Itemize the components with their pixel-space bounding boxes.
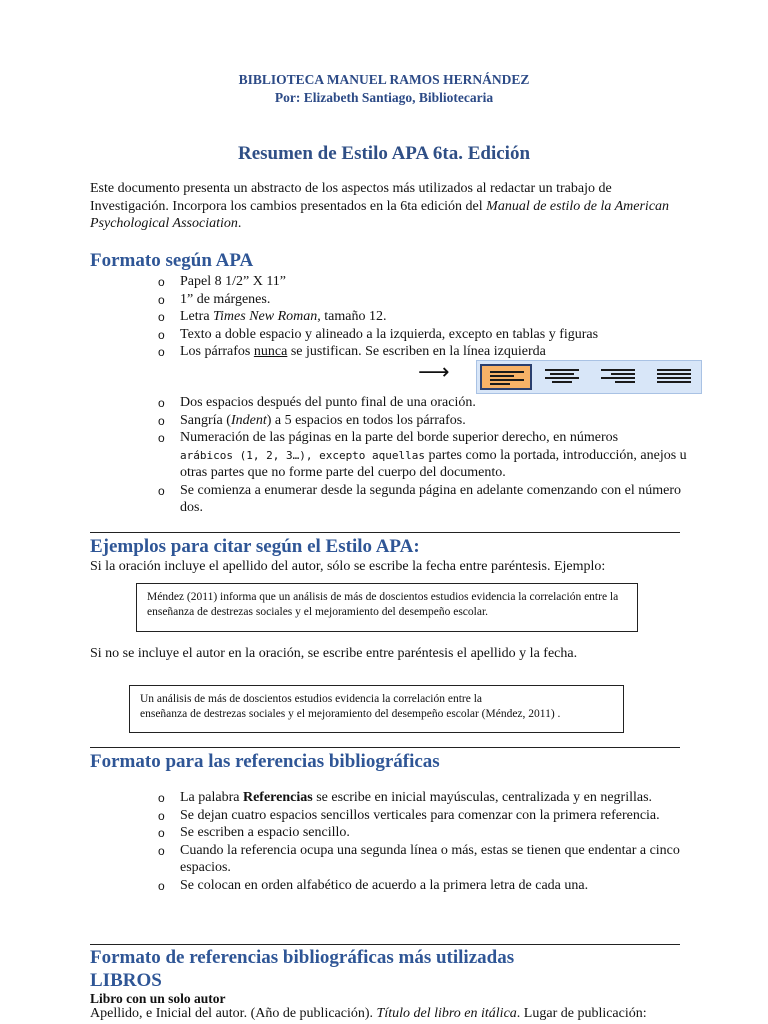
justify-icon [657, 369, 691, 385]
bullet-icon: o [158, 826, 165, 840]
list-item: o Letra Times New Roman, tamaño 12. [158, 308, 698, 326]
bullet-icon: o [158, 396, 165, 410]
list-item: o Los párrafos nunca se justifican. Se escriben en la línea izquierda [158, 343, 698, 361]
bullet-icon: o [158, 413, 165, 428]
heading-formato: Formato según APA [90, 250, 254, 271]
list-item: o La palabra Referencias se escribe en inicial mayúsculas, centralizada y en negrillas. [158, 789, 698, 807]
manual-title: Manual de estilo de la American Psychological Association [90, 198, 670, 231]
align-left-button[interactable] [480, 364, 532, 390]
list-item: o Se dejan cuatro espacios sencillos verticales para comenzar con la primera referencia. [158, 807, 698, 825]
ejemplos-text: Si la oración incluye el apellido del autor, sólo se escribe la fecha entre paréntesis. Ejemplo: [90, 559, 606, 574]
list-item: o Cuando la referencia ocupa una segunda línea o más, estas se tienen que endentar a cinco espacios. [158, 842, 680, 875]
bullet-icon: o [158, 843, 165, 858]
library-name: BIBLIOTECA MANUEL RAMOS HERNÁNDEZ [238, 72, 530, 87]
divider [90, 944, 680, 945]
list-item: o Numeración de las páginas en la parte del borde superior derecho, en números arábicos (1, 2, 3…), excepto aquellas partes como la portada, introducción, anejos u otras partes que no forme parte del cuerpo del documento. [158, 430, 687, 480]
list-item: o Dos espacios después del punto final de una oración. [158, 394, 698, 412]
formato-list-continued [158, 394, 698, 517]
list-item: o Se colocan en orden alfabético de acuerdo a la primera letra de cada una. [158, 877, 698, 895]
bullet-icon: o [158, 310, 165, 324]
heading-ejemplos: Ejemplos para citar según el Estilo APA: [90, 536, 420, 557]
bullet-icon: o [158, 327, 165, 342]
divider [90, 747, 680, 748]
align-right-icon [601, 369, 635, 385]
citation-example-box: Méndez (2011) informa que un análisis de más de doscientos estudios evidencia la correlación entre la enseñanza de destrezas sociales y el mejoramiento del desempeño escolar. [136, 583, 638, 632]
align-right-button[interactable] [593, 364, 645, 390]
author-line: Por: Elizabeth Santiago, Bibliotecaria [274, 90, 494, 105]
align-left-icon [490, 371, 524, 387]
referencias-list [158, 789, 698, 894]
bullet-icon: o [158, 878, 165, 893]
list-item: o Sangría (Indent) a 5 espacios en todos los párrafos. [158, 412, 698, 430]
justify-button[interactable] [649, 364, 701, 390]
align-center-icon [545, 369, 579, 385]
heading-referencias: Formato para las referencias bibliográficas [90, 751, 440, 772]
divider [90, 532, 680, 533]
list-item: o 1” de márgenes. [158, 291, 698, 309]
arrow-icon: ⟶ [418, 360, 450, 385]
heading-libros: LIBROS [90, 970, 162, 991]
bullet-icon: o [158, 292, 165, 307]
heading-mas-utilizadas: Formato de referencias bibliográficas más utilizadas [90, 947, 515, 968]
ejemplos-text-2: Si no se incluye el autor en la oración, se escribe entre paréntesis el apellido y la fecha. [90, 646, 578, 661]
bullet-icon: o [158, 345, 165, 359]
document-title: Resumen de Estilo APA 6ta. Edición [237, 143, 531, 164]
list-item: o Se comienza a enumerar desde la segunda página en adelante comenzando con el número dos. [158, 482, 682, 515]
align-center-button[interactable] [537, 364, 589, 390]
bullet-icon: o [158, 791, 165, 805]
reference-format-line: Apellido, e Inicial del autor. (Año de publicación). Título del libro en itálica. Lugar de publicación: [90, 1006, 647, 1021]
bullet-icon: o [158, 808, 165, 823]
libro-un-autor-label: Libro con un solo autor [90, 991, 226, 1006]
intro-text: Este documento presenta un abstracto de los aspectos más utilizados al redactar un trabajo de Investigación. Incorpora los cambios presentados en la 6ta edición del [90, 181, 612, 214]
bullet-icon: o [158, 275, 165, 289]
bullet-icon: o [158, 483, 165, 498]
alignment-toolbar [476, 360, 702, 394]
list-item: o Papel 8 1/2” X 11” [158, 273, 698, 291]
list-item: o Texto a doble espacio y alineado a la izquierda, excepto en tablas y figuras [158, 326, 698, 344]
formato-list [158, 273, 698, 361]
bullet-icon: o [158, 431, 165, 445]
intro-paragraph [90, 180, 690, 233]
list-item: o Se escriben a espacio sencillo. [158, 824, 698, 842]
intro-end: . [237, 216, 242, 231]
citation-example-box-2: Un análisis de más de doscientos estudios evidencia la correlación entre la enseñanza de destrezas sociales y el mejoramiento del desempeño escolar (Méndez, 2011) . [129, 685, 624, 733]
